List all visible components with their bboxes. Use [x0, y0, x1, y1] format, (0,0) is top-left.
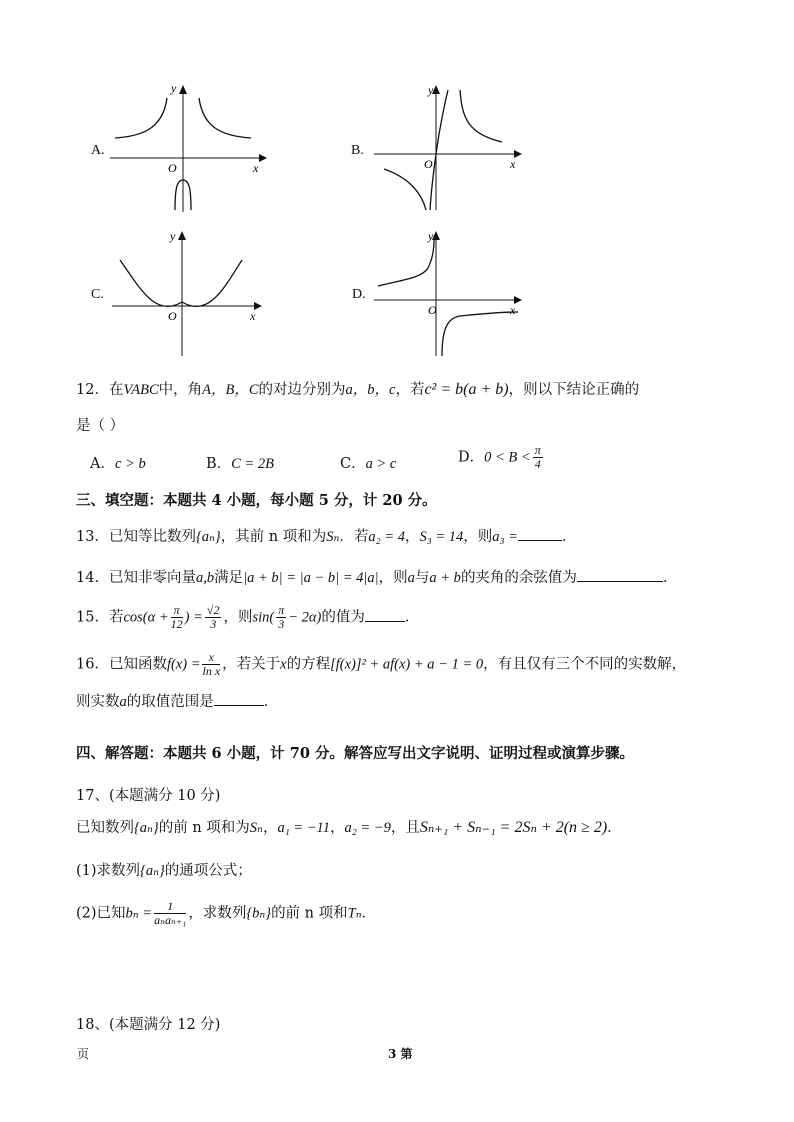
- graph-c-y-label: y: [170, 229, 176, 243]
- graph-b-label: B.: [351, 143, 364, 158]
- q16-line2: 则实数a的取值范围是 ．: [76, 694, 279, 710]
- q15-answer-blank: [365, 609, 405, 622]
- graph-d: [370, 228, 530, 358]
- graph-d-label: D.: [352, 287, 366, 302]
- q12-choice-c: C．a > c: [340, 456, 397, 472]
- q14-answer-blank: [577, 569, 663, 582]
- graph-c-x-label: x: [250, 309, 256, 323]
- graph-a: [105, 82, 275, 214]
- page-number: 3 第: [388, 1047, 413, 1061]
- q13-answer-blank: [518, 528, 562, 541]
- q15: 15．若cos(α + $\frac{\pi}{12}$ ) = $\frac{√2}{3}$ ，则sin( $\frac{\pi}{3}$ − 2α)的值为 ．: [76, 603, 420, 631]
- graph-b-x-label: x: [510, 157, 516, 171]
- graph-c-label: C.: [91, 287, 104, 302]
- graph-a-y-label: y: [171, 82, 177, 95]
- section3-heading: 三、填空题：本题共 4 小题，每小题 5 分，计 20 分。: [76, 492, 437, 509]
- q17-statement: 已知数列{aₙ}的前 n 项和为Sₙ，a₁ = −11，a₂ = −9，且Sₙ₊₁ + Sₙ₋₁ = 2Sₙ + 2(n ≥ 2)．: [76, 819, 622, 836]
- q17-part1: (1)求数列{aₙ}的通项公式；: [76, 863, 252, 879]
- q12-choice-b: B．C = 2B: [206, 456, 274, 472]
- q12-line2: 是（ ）: [76, 418, 125, 434]
- graph-d-x-label: x: [510, 303, 516, 317]
- q16-answer-blank: [214, 693, 264, 706]
- graph-c: [110, 228, 270, 358]
- q14: 14．已知非零向量a,b满足|a + b| = |a − b| = 4|a|，则a与a + b的夹角的余弦值为 ．: [76, 570, 678, 586]
- q12-choices: [90, 443, 541, 473]
- q12-choice-d: D．0 < B < $\frac{\pi}{4}$: [458, 443, 541, 471]
- graph-b-origin-label: O: [424, 157, 433, 171]
- q13: 13．已知等比数列{aₙ}，其前 n 项和为Sₙ．若a₂ = 4，S₃ = 14，则a₃ = ．: [76, 529, 577, 545]
- graph-a-x-label: x: [253, 161, 259, 175]
- q12-choice-a: A．c > b: [90, 456, 146, 472]
- graph-a-label: A.: [91, 143, 105, 158]
- graph-b-y-label: y: [428, 83, 434, 97]
- q17-heading: 17、(本题满分 10 分): [76, 788, 221, 804]
- q16-line1: 16．已知函数f(x) = $\frac{x}{\text{ln x}}$ ，若关于x的方程[f(x)]² + af(x) + a − 1 = 0，有且仅有三个不同的实数解，: [76, 650, 687, 678]
- q18-heading: 18、(本题满分 12 分): [76, 1017, 221, 1033]
- graph-d-origin-label: O: [428, 303, 437, 317]
- graph-d-y-label: y: [428, 229, 434, 243]
- graph-c-origin-label: O: [168, 309, 177, 323]
- q17-part2: (2)已知bₙ = $\frac{1}{\text{aₙaₙ₊₁}}$ ，求数列{bₙ}的前 n 项和Tₙ．: [76, 899, 377, 927]
- q12-line1: 12．在VABC中，角A，B，C的对边分别为a，b，c，若c² = b(a + b)，则以下结论正确的: [76, 381, 640, 398]
- graph-a-origin-label: O: [168, 161, 177, 175]
- footer-left: 页: [77, 1047, 90, 1061]
- section4-heading: 四、解答题：本题共 6 小题，计 70 分。解答应写出文字说明、证明过程或演算步骤。: [76, 745, 634, 762]
- graph-b: [370, 82, 530, 214]
